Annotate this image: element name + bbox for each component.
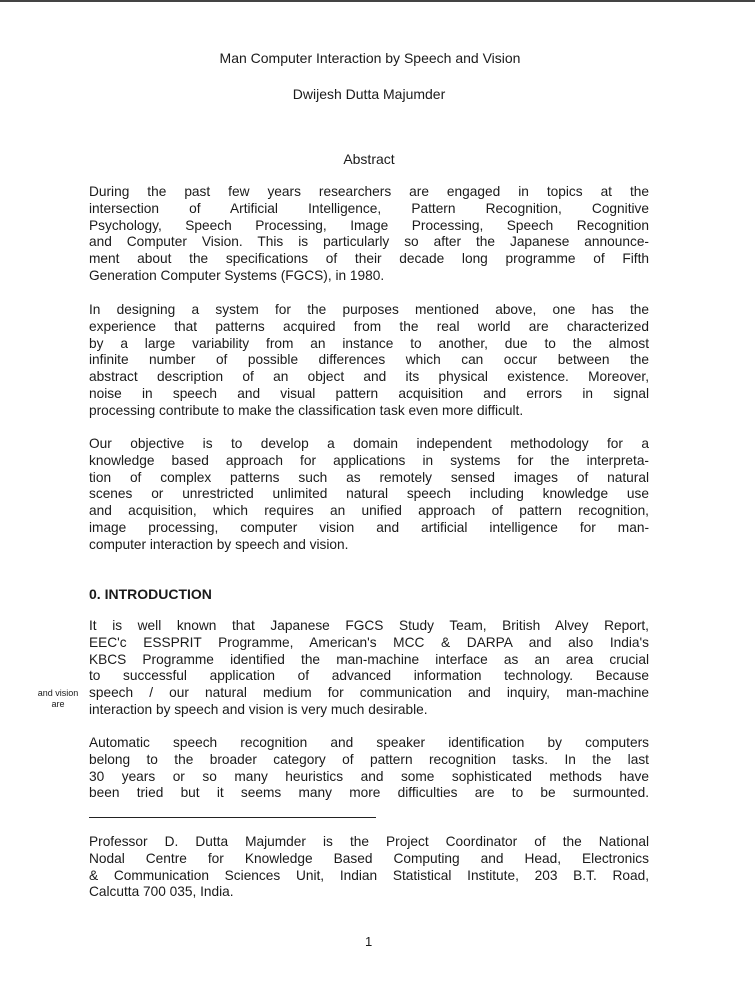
text-line: Our objective is to develop a domain independent methodology for a xyxy=(89,436,649,451)
text-line: belong to the broader category of pattern recognition tasks. In the last xyxy=(89,751,649,767)
text-line: tion of complex patterns such as remotely sensed images of natural xyxy=(89,469,649,485)
page-number: 1 xyxy=(365,934,373,949)
text-line: noise in speech and visual pattern acquisition and errors in signal xyxy=(89,385,649,401)
text-line: knowledge based approach for applications in systems for the interpreta- xyxy=(89,452,649,468)
margin-note-line: and vision xyxy=(37,688,79,698)
text-line: ment about the specifications of their decade long programme of Fifth xyxy=(89,251,649,267)
text-line: abstract description of an object and its physical existence. Moreover, xyxy=(89,369,649,385)
text-line: Calcutta 700 035, India. xyxy=(89,884,234,900)
text-line: and acquisition, which requires an unified approach of pattern recognition, xyxy=(89,503,649,519)
text-line: interaction by speech and vision is very much desirable. xyxy=(89,701,428,717)
text-line: infinite number of possible differences which can occur between the xyxy=(89,352,649,368)
text-line: experience that patterns acquired from the real world are characterized xyxy=(89,318,649,334)
text-line: to successful application of advanced information technology. Because xyxy=(89,668,649,684)
abstract-paragraph-3 xyxy=(89,436,649,554)
abstract-heading: Abstract xyxy=(343,151,395,167)
text-line: During the past few years researchers are engaged in topics at the xyxy=(89,184,649,199)
abstract-paragraph-1 xyxy=(89,184,649,285)
text-line: Nodal Centre for Knowledge Based Computing and Head, Electronics xyxy=(89,850,649,866)
text-line: intersection of Artificial Intelligence, Pattern Recognition, Cognitive xyxy=(89,200,649,216)
text-line: and Computer Vision. This is particularly so after the Japanese announce- xyxy=(89,234,649,250)
introduction-paragraph-2 xyxy=(89,735,649,802)
text-line: image processing, computer vision and artificial intelligence for man- xyxy=(89,519,649,535)
text-line: 30 years or so many heuristics and some sophisticated methods have xyxy=(89,768,649,784)
text-line: In designing a system for the purposes mentioned above, one has the xyxy=(89,302,649,317)
text-line: & Communication Sciences Unit, Indian Statistical Institute, 203 B.T. Road, xyxy=(89,867,649,883)
introduction-paragraph-1 xyxy=(89,618,649,719)
text-line: Automatic speech recognition and speaker identification by computers xyxy=(89,735,649,750)
author-name: Dwijesh Dutta Majumder xyxy=(292,86,446,102)
text-line: Professor D. Dutta Majumder is the Project Coordinator of the National xyxy=(89,834,649,849)
section-heading-introduction: 0. INTRODUCTION xyxy=(89,586,212,602)
footnote-separator xyxy=(89,817,376,818)
text-line: scenes or unrestricted unlimited natural speech including knowledge use xyxy=(89,486,649,502)
handwritten-margin-note xyxy=(33,688,83,710)
text-line: been tried but it seems many more difficulties are to be surmounted. xyxy=(89,785,649,801)
text-line: It is well known that Japanese FGCS Study Team, British Alvey Report, xyxy=(89,618,649,633)
top-border-rule xyxy=(0,0,755,2)
abstract-paragraph-2 xyxy=(89,302,649,420)
text-line: processing contribute to make the classification task even more difficult. xyxy=(89,402,524,418)
text-line: EEC'c ESSPRIT Programme, American's MCC & DARPA and also India's xyxy=(89,634,649,650)
text-line: KBCS Programme identified the man-machine interface as an area crucial xyxy=(89,651,649,667)
text-line: Generation Computer Systems (FGCS), in 1980. xyxy=(89,267,385,283)
author-footnote xyxy=(89,834,649,901)
text-line: by a large variability from an instance to another, due to the almost xyxy=(89,335,649,351)
margin-note-line: are xyxy=(51,699,65,709)
text-line: speech / our natural medium for communication and inquiry, man-machine xyxy=(89,685,649,701)
paper-title: Man Computer Interaction by Speech and Vision xyxy=(219,50,521,66)
text-line: Psychology, Speech Processing, Image Processing, Speech Recognition xyxy=(89,217,649,233)
text-line: computer interaction by speech and vision. xyxy=(89,536,349,552)
